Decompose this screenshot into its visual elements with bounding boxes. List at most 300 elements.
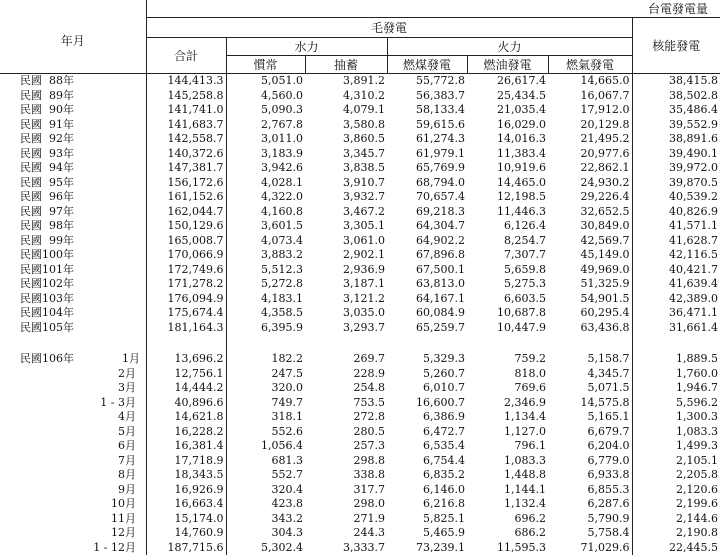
table-cell: 41,571.1 — [669, 219, 718, 232]
table-cell: 4,028.1 — [261, 175, 303, 189]
year-label: 民國104年 — [20, 306, 74, 319]
table-cell: 3,187.1 — [343, 277, 385, 290]
year-label: 民國 98年 — [20, 219, 74, 232]
table-cell: 6,855.3 — [548, 483, 632, 498]
table-cell: 343.2 — [271, 511, 303, 525]
table-cell: 3,891.2 — [343, 74, 385, 87]
year-label: 民國105年 — [20, 320, 74, 334]
row-label — [0, 454, 146, 469]
table-cell: 552.6 — [271, 424, 303, 438]
table-cell: 769.6 — [514, 381, 546, 394]
table-row — [0, 103, 720, 118]
table-cell: 1,499.3 — [676, 439, 718, 452]
table-cell: 181,164.3 — [146, 321, 226, 336]
table-row — [0, 512, 720, 527]
table-cell: 6,386.9 — [423, 410, 465, 423]
table-cell: 16,029.0 — [497, 117, 546, 131]
table-cell: 3,932.7 — [343, 190, 385, 203]
table-title: 台電發電量 — [146, 0, 720, 18]
table-row — [0, 497, 720, 512]
table-cell: 12,198.5 — [497, 190, 546, 203]
month-label: 6月 — [118, 439, 136, 452]
table-cell: 14,016.3 — [497, 132, 546, 145]
table-cell: 39,972.0 — [669, 161, 718, 174]
table-cell: 1,300.3 — [676, 410, 718, 423]
table-row — [0, 541, 720, 556]
table-cell: 69,218.3 — [416, 204, 465, 218]
row-label — [0, 118, 146, 133]
year-label: 民國 99年 — [20, 233, 74, 247]
table-cell: 65,769.9 — [416, 161, 465, 174]
table-cell: 59,615.6 — [416, 117, 465, 131]
month-label: 8月 — [118, 468, 136, 481]
table-body — [0, 74, 720, 556]
table-cell: 6,933.8 — [548, 468, 632, 483]
table-cell: 5,272.8 — [261, 277, 303, 290]
table-cell: 3,121.2 — [343, 291, 385, 305]
year-label: 民國 92年 — [20, 132, 74, 145]
table-cell: 141,683.7 — [146, 118, 226, 133]
table-cell: 272.8 — [353, 410, 385, 423]
table-cell: 3,293.7 — [343, 320, 385, 334]
table-cell: 4,079.1 — [343, 103, 385, 116]
table-row — [0, 89, 720, 104]
spacer-cell — [632, 335, 720, 352]
table-cell: 21,035.4 — [497, 103, 546, 116]
table-cell: 2,144.6 — [676, 511, 718, 525]
table-row — [0, 190, 720, 205]
table-cell: 14,575.8 — [548, 396, 632, 411]
table-cell: 2,346.9 — [504, 395, 546, 409]
table-header — [0, 0, 720, 74]
spacer-cell — [467, 335, 548, 352]
table-cell: 20,977.6 — [548, 147, 632, 162]
table-cell: 3,580.8 — [343, 117, 385, 131]
table-cell: 2,767.8 — [261, 117, 303, 131]
table-cell: 5,659.8 — [504, 262, 546, 276]
table-cell: 1,056.4 — [261, 439, 303, 452]
table-cell: 49,969.0 — [548, 263, 632, 278]
table-cell: 1,083.3 — [676, 424, 718, 438]
table-cell: 140,372.6 — [146, 147, 226, 162]
table-cell: 6,216.8 — [423, 497, 465, 510]
table-cell: 552.7 — [271, 468, 303, 481]
table-row — [0, 439, 720, 454]
row-label — [0, 147, 146, 162]
table-cell: 171,278.2 — [146, 277, 226, 292]
year-label: 民國 93年 — [20, 146, 74, 160]
row-label — [0, 483, 146, 498]
table-cell: 26,617.4 — [497, 74, 546, 87]
year-label: 民國 88年 — [20, 74, 74, 87]
table-cell: 11,383.4 — [497, 146, 546, 160]
table-cell: 4,345.7 — [548, 367, 632, 382]
table-cell: 6,472.7 — [423, 424, 465, 438]
table-cell: 3,035.0 — [343, 306, 385, 319]
table-cell: 16,926.9 — [146, 483, 226, 498]
table-cell: 1,127.0 — [504, 424, 546, 438]
month-label: 1 - 12月 — [93, 540, 136, 554]
table-cell: 144,413.3 — [146, 74, 226, 89]
table-cell: 228.9 — [353, 366, 385, 380]
table-cell: 14,621.8 — [146, 410, 226, 425]
table-cell: 3,910.7 — [343, 175, 385, 189]
table-cell: 4,073.4 — [261, 233, 303, 247]
table-cell: 280.5 — [353, 424, 385, 438]
table-cell: 3,860.5 — [343, 132, 385, 145]
table-cell: 298.0 — [353, 497, 385, 510]
table-cell: 11,446.3 — [497, 204, 546, 218]
table-cell: 71,029.6 — [548, 541, 632, 556]
table-cell: 64,167.1 — [416, 291, 465, 305]
table-cell: 3,601.5 — [261, 219, 303, 232]
table-cell: 16,228.2 — [146, 425, 226, 440]
spacer-cell — [387, 335, 467, 352]
table-cell: 10,919.6 — [497, 161, 546, 174]
table-cell: 162,044.7 — [146, 205, 226, 220]
month-label: 3月 — [118, 381, 136, 394]
spacer-cell — [305, 335, 387, 352]
table-row — [0, 248, 720, 263]
table-cell: 5,260.7 — [423, 366, 465, 380]
row-label — [0, 367, 146, 382]
table-cell: 64,902.2 — [416, 233, 465, 247]
year-label: 民國103年 — [20, 291, 74, 305]
table-row — [0, 161, 720, 176]
row-label — [0, 219, 146, 234]
table-cell: 22,862.1 — [548, 161, 632, 176]
table-cell: 1,144.1 — [504, 482, 546, 496]
table-cell: 42,116.5 — [669, 248, 718, 261]
table-cell: 6,779.0 — [548, 454, 632, 469]
month-label: 12月 — [111, 526, 136, 539]
table-cell: 64,304.7 — [416, 219, 465, 232]
month-label: 9月 — [118, 482, 136, 496]
table-cell: 35,486.4 — [669, 103, 718, 116]
table-cell: 254.8 — [353, 381, 385, 394]
table-cell: 39,552.9 — [669, 117, 718, 131]
table-cell: 25,434.5 — [497, 88, 546, 102]
table-cell: 39,870.5 — [669, 175, 718, 189]
table-cell: 3,942.6 — [261, 161, 303, 174]
table-cell: 20,129.8 — [548, 118, 632, 133]
year-month-header: 年月 — [0, 0, 146, 74]
row-label — [0, 176, 146, 191]
month-label: 10月 — [111, 497, 136, 510]
table-cell: 161,152.6 — [146, 190, 226, 205]
row-label — [0, 306, 146, 321]
table-row — [0, 410, 720, 425]
table-cell: 175,674.4 — [146, 306, 226, 321]
table-cell: 63,436.8 — [548, 321, 632, 336]
table-cell: 5,596.2 — [676, 395, 718, 409]
table-cell: 10,687.8 — [497, 306, 546, 319]
table-cell: 5,165.1 — [548, 410, 632, 425]
table-cell: 6,535.4 — [423, 439, 465, 452]
table-cell: 6,603.5 — [504, 291, 546, 305]
month-label: 11月 — [111, 511, 136, 525]
table-row — [0, 396, 720, 411]
month-label: 7月 — [118, 453, 136, 467]
table-cell: 16,663.4 — [146, 497, 226, 512]
table-row — [0, 219, 720, 234]
table-cell: 247.5 — [271, 366, 303, 380]
table-cell: 40,896.6 — [146, 396, 226, 411]
row-label — [0, 234, 146, 249]
row-label — [0, 205, 146, 220]
table-cell: 318.1 — [271, 410, 303, 423]
table-cell: 13,696.2 — [146, 352, 226, 367]
table-cell: 5,758.4 — [548, 526, 632, 541]
table-cell: 423.8 — [271, 497, 303, 510]
row-label — [0, 468, 146, 483]
year-label: 民國 89年 — [20, 88, 74, 102]
total-header: 合計 — [146, 38, 226, 74]
table-cell: 6,126.4 — [504, 219, 546, 232]
row-label — [0, 248, 146, 263]
month-label: 4月 — [118, 410, 136, 423]
table-row — [0, 147, 720, 162]
table-cell: 16,600.7 — [416, 395, 465, 409]
table-cell: 65,259.7 — [416, 320, 465, 334]
table-row — [0, 425, 720, 440]
row-label — [0, 410, 146, 425]
table-cell: 6,754.4 — [423, 453, 465, 467]
table-cell: 2,120.6 — [676, 482, 718, 496]
table-cell: 17,912.0 — [548, 103, 632, 118]
table-cell: 142,558.7 — [146, 132, 226, 147]
table-cell: 18,343.5 — [146, 468, 226, 483]
table-cell: 147,381.7 — [146, 161, 226, 176]
month-label: 5月 — [118, 424, 136, 438]
table-cell: 320.4 — [271, 482, 303, 496]
table-cell: 21,495.2 — [548, 132, 632, 147]
table-cell: 14,760.9 — [146, 526, 226, 541]
table-cell: 5,071.5 — [548, 381, 632, 396]
table-cell: 41,639.4 — [669, 277, 718, 290]
table-row — [0, 277, 720, 292]
table-cell: 6,395.9 — [261, 320, 303, 334]
row-label — [0, 541, 146, 556]
table-cell: 3,838.5 — [343, 161, 385, 174]
row-label — [0, 512, 146, 527]
table-cell: 51,325.9 — [548, 277, 632, 292]
table-cell: 1,760.0 — [676, 366, 718, 380]
table-row — [0, 526, 720, 541]
table-row — [0, 176, 720, 191]
table-cell: 45,149.0 — [548, 248, 632, 263]
table-cell: 681.3 — [271, 453, 303, 467]
table-cell: 10,447.9 — [497, 320, 546, 334]
year-label: 民國 96年 — [20, 190, 74, 203]
row-label — [0, 263, 146, 278]
table-cell: 172,749.6 — [146, 263, 226, 278]
row-label — [0, 132, 146, 147]
spacer-cell — [0, 335, 146, 352]
table-cell: 4,160.8 — [261, 204, 303, 218]
row-label — [0, 190, 146, 205]
table-cell: 187,715.6 — [146, 541, 226, 556]
table-cell: 2,105.1 — [676, 453, 718, 467]
table-cell: 1,134.4 — [504, 410, 546, 423]
hydro-header: 水力 — [226, 38, 387, 56]
year-label: 民國102年 — [20, 277, 74, 290]
hydro-conventional-header: 慣常 — [226, 56, 305, 74]
table-cell: 6,204.0 — [548, 439, 632, 454]
table-cell: 58,133.4 — [416, 103, 465, 116]
table-cell: 36,471.1 — [669, 306, 718, 319]
table-cell: 3,011.0 — [261, 132, 303, 145]
table-cell: 5,158.7 — [548, 352, 632, 367]
table-row — [0, 263, 720, 278]
table-cell: 4,358.5 — [261, 306, 303, 319]
table-cell: 5,051.0 — [261, 74, 303, 87]
table-cell: 70,657.4 — [416, 190, 465, 203]
table-cell: 22,445.5 — [669, 540, 718, 554]
table-row — [0, 74, 720, 89]
table-cell: 12,756.1 — [146, 367, 226, 382]
table-cell: 150,129.6 — [146, 219, 226, 234]
table-cell: 753.5 — [353, 395, 385, 409]
month-label: 1月 — [122, 352, 140, 365]
table-cell: 338.8 — [353, 468, 385, 481]
table-cell: 38,415.8 — [669, 74, 718, 87]
table-cell: 38,891.6 — [669, 132, 718, 145]
table-cell: 4,310.2 — [343, 88, 385, 102]
coal-header: 燃煤發電 — [387, 56, 467, 74]
table-cell: 63,813.0 — [416, 277, 465, 290]
table-cell: 61,979.1 — [416, 146, 465, 160]
table-row — [0, 205, 720, 220]
table-cell: 5,329.3 — [423, 352, 465, 365]
table-cell: 24,930.2 — [548, 176, 632, 191]
table-cell: 2,902.1 — [343, 248, 385, 261]
table-row — [0, 454, 720, 469]
table-cell: 3,345.7 — [343, 146, 385, 160]
hydro-pumped-header: 抽蓄 — [305, 56, 387, 74]
table-cell: 686.2 — [514, 526, 546, 539]
table-cell: 304.3 — [271, 526, 303, 539]
table-cell: 320.0 — [271, 381, 303, 394]
table-cell: 818.0 — [514, 366, 546, 380]
table-cell: 5,825.1 — [423, 511, 465, 525]
table-cell: 5,790.9 — [548, 512, 632, 527]
row-label — [0, 321, 146, 336]
row-label — [0, 89, 146, 104]
spacer-cell — [548, 335, 632, 352]
table-row — [0, 321, 720, 336]
table-cell: 4,322.0 — [261, 190, 303, 203]
table-cell: 60,084.9 — [416, 306, 465, 319]
table-cell: 3,305.1 — [343, 219, 385, 232]
table-cell: 2,205.8 — [676, 468, 718, 481]
table-cell: 1,946.7 — [676, 381, 718, 394]
table-cell: 1,889.5 — [676, 352, 718, 365]
table-cell: 61,274.3 — [416, 132, 465, 145]
row-label — [0, 161, 146, 176]
year-label: 民國 91年 — [20, 117, 74, 131]
table-cell: 6,010.7 — [423, 381, 465, 394]
table-cell: 5,302.4 — [261, 540, 303, 554]
table-cell: 32,652.5 — [548, 205, 632, 220]
table-row — [0, 468, 720, 483]
table-row — [0, 234, 720, 249]
row-label — [0, 277, 146, 292]
table-row — [0, 292, 720, 307]
nuclear-header: 核能發電 — [632, 18, 720, 74]
table-cell: 41,628.7 — [669, 233, 718, 247]
table-cell: 68,794.0 — [416, 175, 465, 189]
row-label — [0, 103, 146, 118]
table-cell: 796.1 — [514, 439, 546, 452]
table-row — [0, 367, 720, 382]
table-cell: 2,190.8 — [676, 526, 718, 539]
spacer-cell — [146, 335, 226, 352]
row-label — [0, 292, 146, 307]
table-cell: 3,883.2 — [261, 248, 303, 261]
table-cell: 29,226.4 — [548, 190, 632, 205]
table-cell: 6,287.6 — [548, 497, 632, 512]
table-cell: 759.2 — [514, 352, 546, 365]
row-label — [0, 439, 146, 454]
year-label: 民國106年 — [20, 352, 74, 365]
month-label: 2月 — [118, 366, 136, 380]
table-row — [0, 132, 720, 147]
table-row — [0, 381, 720, 396]
gross-generation-header: 毛發電 — [146, 18, 632, 38]
table-cell: 176,094.9 — [146, 292, 226, 307]
row-label — [0, 396, 146, 411]
table-cell: 145,258.8 — [146, 89, 226, 104]
table-cell: 6,835.2 — [423, 468, 465, 481]
table-cell: 31,661.4 — [669, 320, 718, 334]
table-cell: 4,560.0 — [261, 88, 303, 102]
table-cell: 1,132.4 — [504, 497, 546, 510]
table-cell: 40,421.7 — [669, 262, 718, 276]
gas-header: 燃氣發電 — [548, 56, 632, 74]
thermal-header: 火力 — [387, 38, 632, 56]
table-cell: 6,679.7 — [548, 425, 632, 440]
table-cell: 42,569.7 — [548, 234, 632, 249]
table-cell: 11,595.3 — [497, 540, 546, 554]
row-label — [0, 381, 146, 396]
table-cell: 3,467.2 — [343, 204, 385, 218]
table-cell: 269.7 — [353, 352, 385, 365]
table-cell: 60,295.4 — [548, 306, 632, 321]
month-label: 1 - 3月 — [100, 395, 136, 409]
table-cell: 3,333.7 — [343, 540, 385, 554]
table-cell: 257.3 — [353, 439, 385, 452]
row-label — [0, 352, 146, 367]
table-cell: 298.8 — [353, 453, 385, 467]
year-label: 民國 94年 — [20, 161, 74, 174]
year-label: 民國 97年 — [20, 204, 74, 218]
table-cell: 5,465.9 — [423, 526, 465, 539]
table-cell: 17,718.9 — [146, 454, 226, 469]
table-cell: 56,383.7 — [416, 88, 465, 102]
table-cell: 16,381.4 — [146, 439, 226, 454]
table-row — [0, 118, 720, 133]
table-cell: 2,199.6 — [676, 497, 718, 510]
row-label — [0, 526, 146, 541]
table-cell: 696.2 — [514, 511, 546, 525]
table-cell: 3,183.9 — [261, 146, 303, 160]
table-cell: 156,172.6 — [146, 176, 226, 191]
table-row — [0, 483, 720, 498]
table-cell: 38,502.8 — [669, 88, 718, 102]
year-label: 民國 95年 — [20, 175, 74, 189]
oil-header: 燃油發電 — [467, 56, 548, 74]
